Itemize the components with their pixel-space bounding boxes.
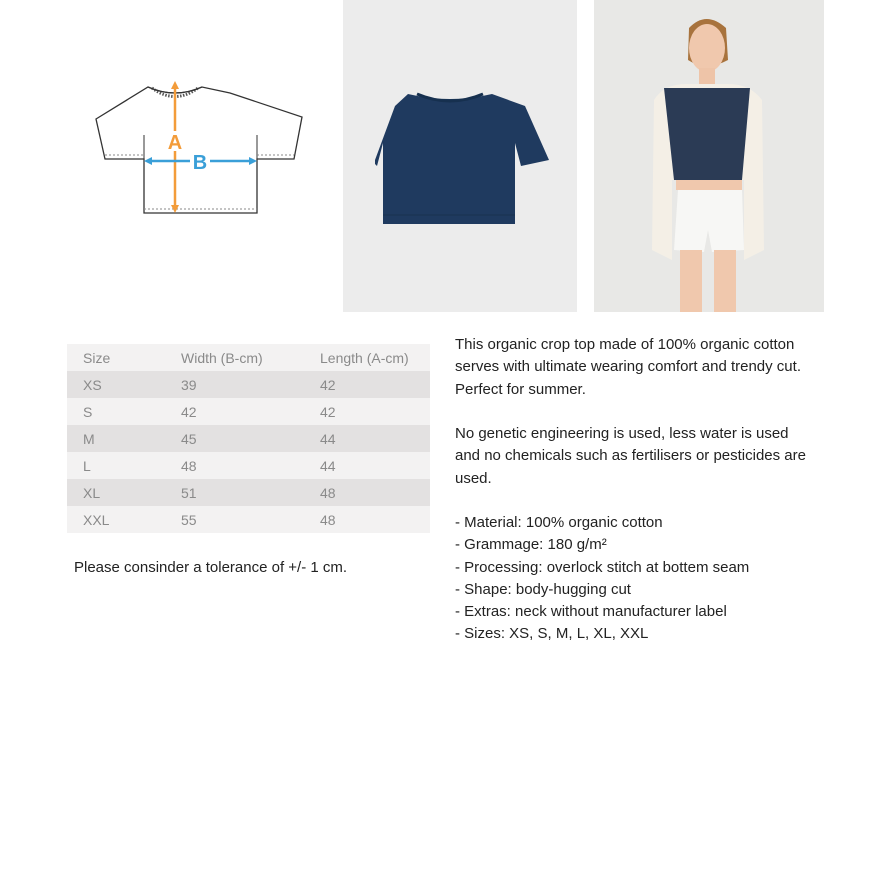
table-row (67, 398, 430, 425)
cell-size: XXL (83, 511, 110, 528)
spec-item: - Grammage: 180 g/m² (455, 536, 607, 554)
cell-width: 45 (181, 430, 197, 447)
model-photo (594, 0, 824, 312)
table-row (67, 371, 430, 398)
cell-size: S (83, 403, 93, 420)
spec-item: - Processing: overlock stitch at bottem seam (455, 558, 750, 576)
measurement-diagram (90, 75, 310, 220)
cell-size: XL (83, 484, 101, 501)
table-header-row (67, 344, 430, 371)
cell-width: 55 (181, 511, 197, 528)
spec-item: - Sizes: XS, S, M, L, XL, XXL (455, 625, 649, 643)
label-b: B (192, 152, 208, 174)
description-paragraph: This organic crop top made of 100% organic cotton serves with ultimate wearing comfort and trendy cut. Perfect for summer. (455, 336, 801, 398)
header-width: Width (B-cm) (181, 349, 263, 366)
cell-length: 44 (320, 457, 336, 474)
table-row (67, 425, 430, 452)
table-row (67, 479, 430, 506)
cell-size: M (83, 430, 95, 447)
spec-item: - Extras: neck without manufacturer label (455, 603, 727, 621)
crop-top-outline-illustration (90, 75, 310, 220)
cell-width: 48 (181, 457, 197, 474)
description-paragraph: No genetic engineering is used, less water is used and no chemicals such as fertilisers or pesticides are used. (455, 425, 806, 487)
table-row (67, 506, 430, 533)
model-wearing-crop-top-image (594, 0, 824, 312)
cell-length: 44 (320, 430, 336, 447)
spec-item: - Material: 100% organic cotton (455, 514, 663, 531)
label-a: A (167, 132, 183, 154)
spec-list (455, 512, 749, 646)
navy-crop-top-image (343, 0, 577, 312)
cell-width: 51 (181, 484, 197, 501)
tolerance-note: Please consinder a tolerance of +/- 1 cm. (74, 559, 348, 576)
cell-length: 42 (320, 403, 336, 420)
table-row (67, 452, 430, 479)
cell-length: 48 (320, 484, 336, 501)
cell-size: XS (83, 376, 102, 393)
cell-size: L (83, 457, 91, 474)
size-chart-table (67, 344, 430, 533)
cell-width: 42 (181, 403, 197, 420)
cell-width: 39 (181, 376, 197, 393)
product-photo (343, 0, 577, 312)
cell-length: 42 (320, 376, 336, 393)
header-length: Length (A-cm) (320, 349, 409, 366)
cell-length: 48 (320, 511, 336, 528)
spec-item: - Shape: body-hugging cut (455, 580, 631, 598)
header-size: Size (83, 349, 111, 366)
